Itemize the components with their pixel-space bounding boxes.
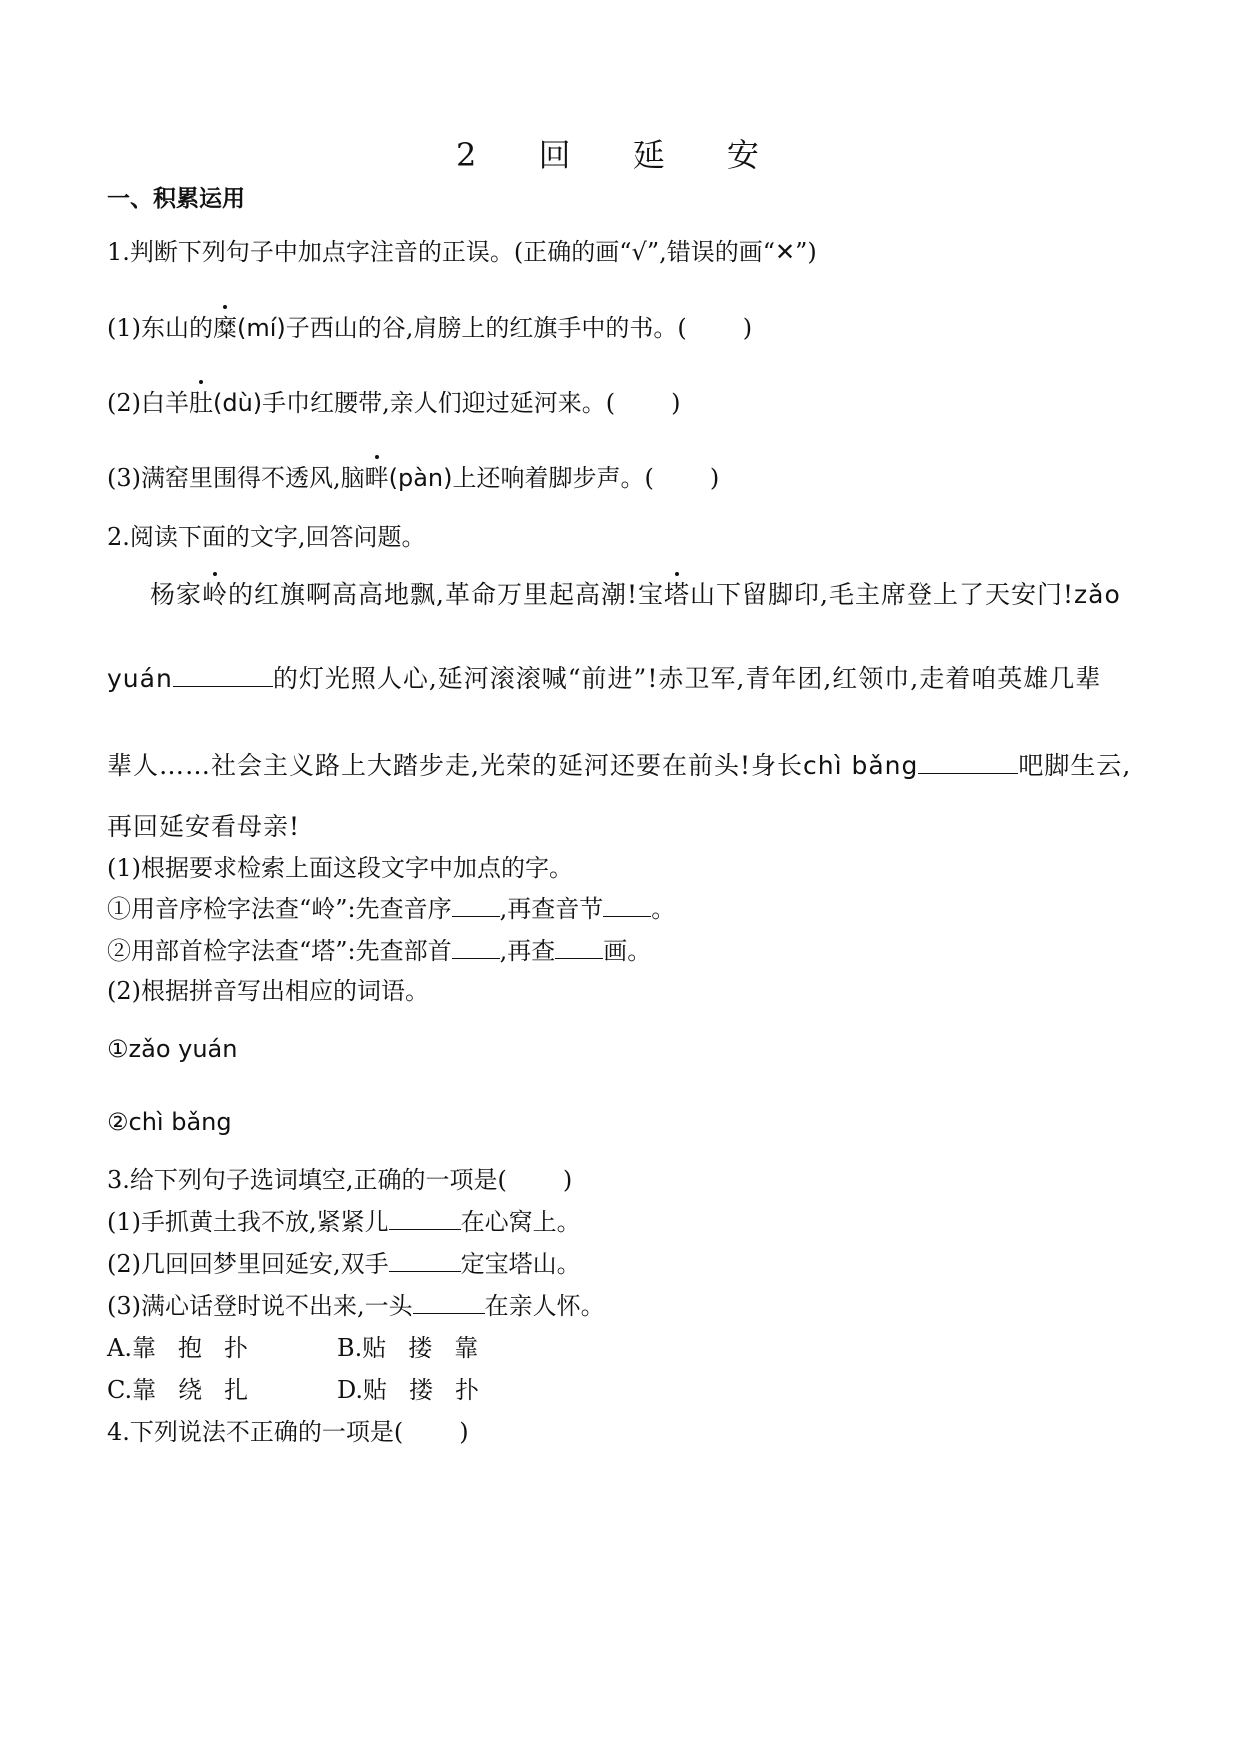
fill-blank[interactable]	[413, 1291, 485, 1314]
dotted-char: 肚	[189, 389, 213, 417]
dotted-char: 塔	[664, 580, 691, 609]
option-b[interactable]: B.贴 搂 靠	[337, 1334, 479, 1362]
question-3-sentence-2: (2)几回回梦里回延安,双手 定宝塔山。	[107, 1250, 581, 1278]
question-3-sentence-3: (3)满心话登时说不出来,一头 在亲人怀。	[107, 1292, 605, 1320]
question-2-sub-1a: ①用音序检字法查“岭”:先查音序 ,再查音节 。	[107, 895, 676, 923]
question-2-sub-2: (2)根据拼音写出相应的词语。	[107, 977, 429, 1005]
question-1-item-3: (3)满窑里围得不透风,脑畔(pàn)上还响着脚步声。( )	[107, 464, 720, 492]
page-title: 2 回 延 安	[456, 136, 785, 174]
fill-blank[interactable]	[555, 936, 603, 959]
question-2-sub-1: (1)根据要求检索上面这段文字中加点的字。	[107, 854, 573, 882]
question-3-options-row-1	[107, 1333, 567, 1363]
fill-blank[interactable]	[173, 664, 273, 687]
fill-blank[interactable]	[389, 1249, 461, 1272]
fill-blank[interactable]	[918, 751, 1018, 774]
pinyin-word-1: ①zǎo yuán	[107, 1035, 238, 1063]
option-d[interactable]: D.贴 搂 扑	[337, 1376, 480, 1404]
pinyin-word-2: ②chì bǎng	[107, 1108, 232, 1136]
passage-line-1: 杨家岭的红旗啊高高地飘,革命万里起高潮!宝塔山下留脚印,毛主席登上了天安门!zǎo	[150, 580, 1121, 609]
question-2-sub-1b: ②用部首检字法查“塔”:先查部首 ,再查 画。	[107, 937, 652, 965]
dotted-char: 糜	[213, 314, 237, 342]
section-heading: 一、积累运用	[107, 186, 245, 212]
question-4-stem: 4.下列说法不正确的一项是( )	[107, 1418, 469, 1446]
passage-line-3: 辈人……社会主义路上大踏步走,光荣的延河还要在前头!身长chì bǎng 吧脚生云,	[107, 751, 1132, 780]
question-2-stem: 2.阅读下面的文字,回答问题。	[107, 523, 426, 551]
question-3-stem: 3.给下列句子选词填空,正确的一项是( )	[107, 1166, 573, 1194]
dotted-char: 岭	[202, 580, 229, 609]
fill-blank[interactable]	[389, 1207, 461, 1230]
question-1-item-1: (1)东山的糜(mí)子西山的谷,肩膀上的红旗手中的书。( )	[107, 314, 753, 342]
passage-line-4: 再回延安看母亲!	[107, 812, 301, 841]
option-c[interactable]: C.靠 绕 扎	[107, 1376, 249, 1404]
question-1-item-2: (2)白羊肚(dù)手巾红腰带,亲人们迎过延河来。( )	[107, 389, 681, 417]
question-3-sentence-1: (1)手抓黄土我不放,紧紧儿 在心窝上。	[107, 1208, 581, 1236]
question-3-options-row-2	[107, 1375, 567, 1405]
fill-blank[interactable]	[452, 936, 500, 959]
dotted-char: 畔	[364, 464, 389, 492]
question-1-stem: 1.判断下列句子中加点字注音的正误。(正确的画“√”,错误的画“✕”)	[107, 238, 817, 266]
passage-line-2: yuán 的灯光照人心,延河滚滚喊“前进”!赤卫军,青年团,红领巾,走着咱英雄几辈	[107, 664, 1102, 693]
option-a[interactable]: A.靠 抱 扑	[107, 1334, 248, 1362]
fill-blank[interactable]	[452, 894, 500, 917]
fill-blank[interactable]	[603, 894, 651, 917]
